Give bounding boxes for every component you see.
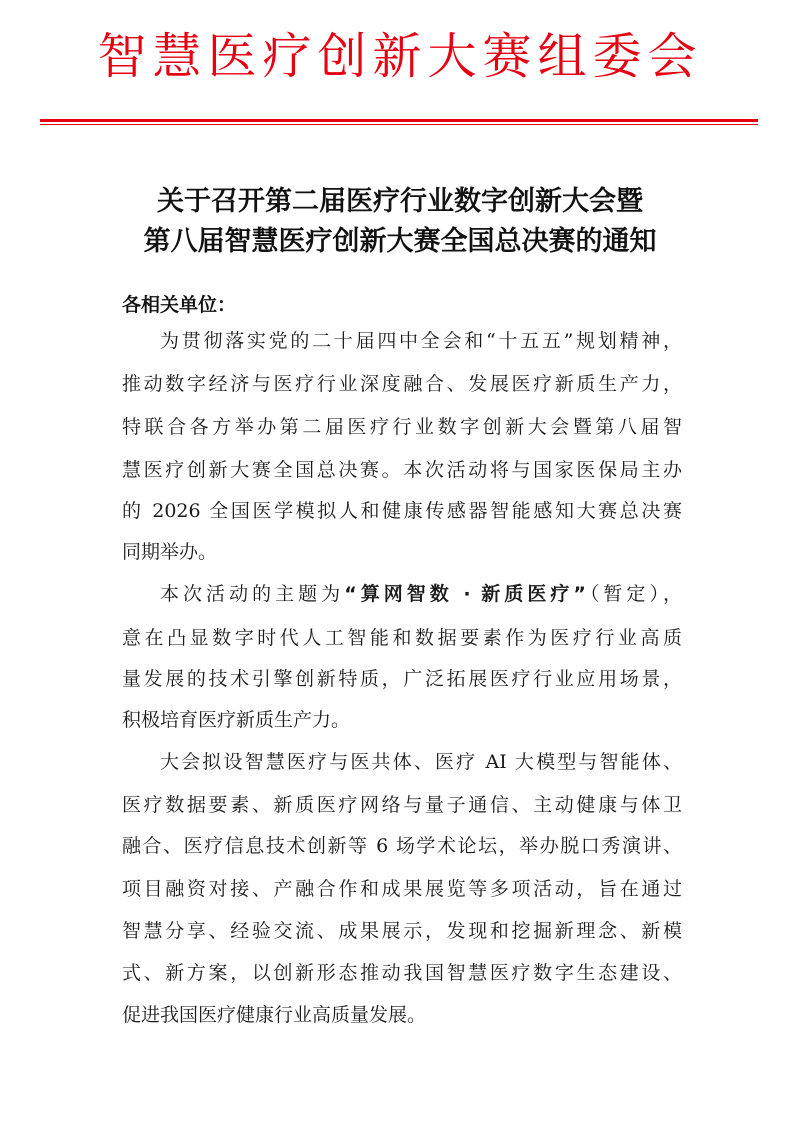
letterhead-red-rule <box>40 119 758 122</box>
salutation: 各相关单位： <box>122 294 237 316</box>
paragraph-1-line-2: 推动数字经济与医疗行业深度融合、发展医疗新质生产力， <box>122 373 682 395</box>
paragraph-1-line-1: 为贯彻落实党的二十届四中全会和“十五五”规划精神， <box>160 330 682 352</box>
paragraph-1-line-6: 同期举办。 <box>122 541 218 563</box>
document-title-line-2: 第八届智慧医疗创新大赛全国总决赛的通知 <box>143 226 657 257</box>
paragraph-2-line-4: 积极培育医疗新质生产力。 <box>122 709 351 731</box>
paragraph-1-line-5: 的 2026 全国医学模拟人和健康传感器智能感知大赛总决赛 <box>122 500 682 522</box>
paragraph-3-line-2: 医疗数据要素、新质医疗网络与量子通信、主动健康与体卫 <box>122 794 682 816</box>
paragraph-3-line-1: 大会拟设智慧医疗与医共体、医疗 AI 大模型与智能体、 <box>160 751 682 773</box>
paragraph-3-line-7: 促进我国医疗健康行业高质量发展。 <box>122 1004 427 1026</box>
paragraph-1-line-4: 慧医疗创新大赛全国总决赛。本次活动将与国家医保局主办 <box>122 459 682 481</box>
paragraph-3-line-6: 式、新方案，以创新形态推动我国智慧医疗数字生态建设、 <box>122 962 682 984</box>
paragraph-2-line-3: 量发展的技术引擎创新特质，广泛拓展医疗行业应用场景， <box>122 668 682 690</box>
paragraph-1-line-3: 特联合各方举办第二届医疗行业数字创新大会暨第八届智 <box>122 416 682 438</box>
paragraph-3-line-5: 智慧分享、经验交流、成果展示，发现和挖掘新理念、新模 <box>122 920 682 942</box>
theme-highlight: “算网智数 · 新质医疗” <box>344 583 586 605</box>
paragraph-3-line-4: 项目融资对接、产融合作和成果展览等多项活动，旨在通过 <box>122 878 682 900</box>
paragraph-2-line-2: 意在凸显数字时代人工智能和数据要素作为医疗行业高质 <box>122 627 682 649</box>
letterhead-org-name: 智慧医疗创新大赛组委会 <box>97 28 703 85</box>
paragraph-2-line-1 <box>122 580 682 608</box>
theme-intro-text: 本次活动的主题为 <box>160 583 345 605</box>
letterhead-red-rule-thin <box>40 124 758 125</box>
theme-tentative-note: （暂定）， <box>585 583 682 605</box>
paragraph-3-line-3: 融合、医疗信息技术创新等 6 场学术论坛，举办脱口秀演讲、 <box>122 835 682 857</box>
document-title-line-1: 关于召开第二届医疗行业数字创新大会暨 <box>157 186 643 217</box>
